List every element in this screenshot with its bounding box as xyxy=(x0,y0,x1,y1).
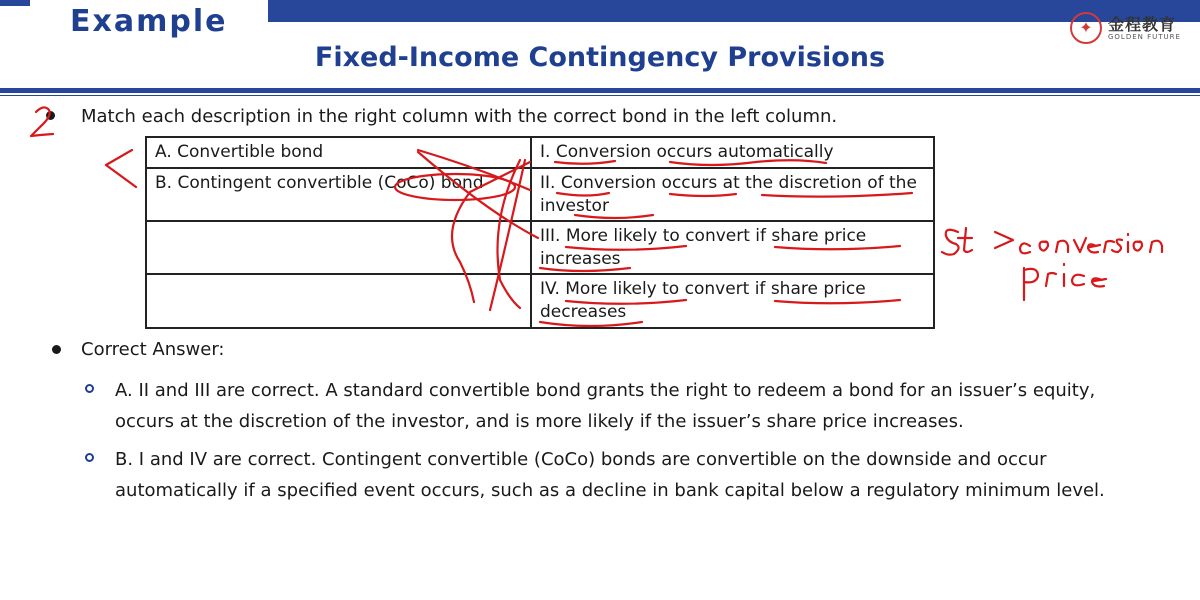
answer-bullet xyxy=(52,345,61,354)
table-row xyxy=(146,274,934,328)
table-row xyxy=(146,221,934,274)
question-text: Match each description in the right column with the correct bond in the left column. xyxy=(81,106,838,127)
example-label: Example xyxy=(70,4,228,39)
title-divider-thin xyxy=(0,95,1200,96)
table-row xyxy=(146,137,934,168)
title-divider xyxy=(0,88,1200,93)
left-cell xyxy=(146,221,531,274)
handwritten-arrow-mark xyxy=(106,150,136,187)
logo-english-text: GOLDEN FUTURE xyxy=(1108,33,1181,41)
brand-logo xyxy=(1070,12,1190,46)
question-bullet xyxy=(46,111,55,120)
handwriting-t xyxy=(958,228,972,252)
table-row xyxy=(146,168,934,221)
right-cell: I. Conversion occurs automatically xyxy=(531,137,934,168)
handwriting-gt xyxy=(995,232,1013,248)
logo-emblem-icon: ✦ xyxy=(1070,12,1102,44)
left-cell xyxy=(146,274,531,328)
right-cell: IV. More likely to convert if share price decreases xyxy=(531,274,934,328)
answer-label: Correct Answer: xyxy=(81,339,225,360)
answer-b-text: B. I and IV are correct. Contingent convertible (CoCo) bonds are convertible on the downside and occur automatically if a specified event occurs, such as a decline in bank capital below a regulatory minimum level. xyxy=(115,449,1105,501)
right-cell: III. More likely to convert if share price increases xyxy=(531,221,934,274)
handwriting-s xyxy=(942,230,959,255)
header-bar xyxy=(268,0,1200,22)
right-cell: II. Conversion occurs at the discretion of the investor xyxy=(531,168,934,221)
left-cell: B. Contingent convertible (CoCo) bond xyxy=(146,168,531,221)
answer-b-bullet-icon xyxy=(85,453,94,462)
logo-chinese-text: 金程教育 xyxy=(1108,15,1177,34)
slide-title: Fixed-Income Contingency Provisions xyxy=(314,42,886,73)
header-accent xyxy=(0,0,30,6)
answer-a-text: A. II and III are correct. A standard convertible bond grants the right to redeem a bond for an issuer’s equity, occurs at the discretion of the investor, and is more likely if the issuer’s share price increases. xyxy=(115,380,1096,432)
left-cell: A. Convertible bond xyxy=(146,137,531,168)
answer-a-bullet-icon xyxy=(85,384,94,393)
matching-table xyxy=(145,136,935,329)
